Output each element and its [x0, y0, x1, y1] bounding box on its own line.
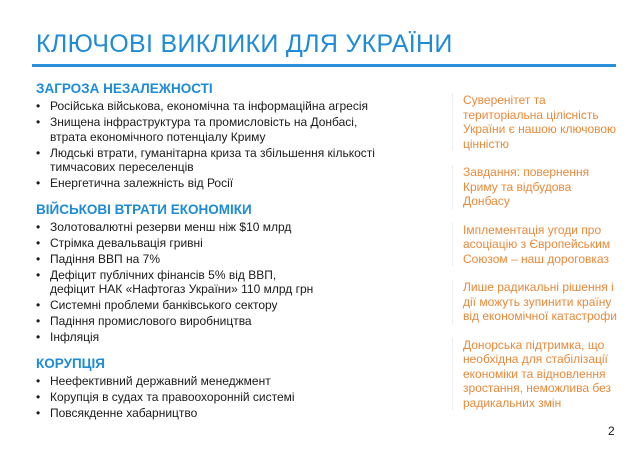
bullet-text: Падіння промислового виробництва [50, 314, 252, 328]
note-block [452, 280, 622, 324]
note-text: України є нашою ключовою [463, 122, 617, 136]
note-block [452, 93, 622, 151]
bullet-item [36, 330, 436, 345]
note-text: Донорська підтримка, що [463, 337, 605, 352]
bullet-item [36, 390, 436, 405]
bullet-item [36, 406, 436, 421]
note-text: територіальна цілісність [463, 107, 599, 122]
bullet-text: Корупція в судах та правоохоронній системі [50, 389, 295, 404]
bullet-item [36, 374, 436, 389]
note-text: Суверенітет та [463, 93, 546, 107]
bullet-text: Знищена інфраструктура та промисловість на Донбасі, [50, 115, 358, 129]
bullet-text: дефіцит НАК «Нафтогаз України» 110 млрд грн [50, 282, 314, 296]
bullet-icon: • [36, 235, 41, 250]
note-text: Криму та відбудова [463, 179, 572, 194]
bullet-item [36, 252, 436, 267]
slide-title: КЛЮЧОВІ ВИКЛИКИ ДЛЯ УКРАЇНИ [36, 30, 453, 58]
note-text: дії можуть зупинити країну [463, 294, 612, 309]
bullet-item [36, 176, 436, 191]
note-text: необхідна для стабілізації [463, 352, 608, 366]
section-heading: ЗАГРОЗА НЕЗАЛЕЖНОСТІ [36, 81, 213, 96]
bullet-item [36, 314, 436, 329]
section-heading: ВІЙСЬКОВІ ВТРАТИ ЕКОНОМІКИ [36, 201, 252, 217]
note-text: зростання, неможлива без [463, 381, 612, 395]
bullet-text: Інфляція [50, 330, 100, 344]
note-text: економіки та відновлення [463, 366, 606, 381]
section-heading: КОРУПЦІЯ [36, 355, 105, 371]
note-text: Союзом – наш дороговказ [463, 251, 609, 266]
bullet-icon: • [36, 298, 41, 312]
bullet-list [36, 99, 436, 191]
bullet-icon: • [36, 176, 41, 190]
bullet-icon: • [36, 251, 41, 266]
note-text: Імплементація угоди про [463, 222, 602, 237]
note-text: радикальних змін [463, 395, 562, 410]
bullet-text: Золотовалютні резерви менш ніж $10 млрд [50, 219, 292, 234]
bullet-text: Стрімка девальвація гривні [50, 235, 203, 250]
bullet-text: Неефективний державний менеджмент [50, 373, 271, 388]
page-number: 2 [608, 424, 615, 438]
bullet-icon: • [36, 314, 41, 328]
bullet-text: Дефіцит публічних фінансів 5% від ВВП, [50, 267, 277, 282]
bullet-icon: • [36, 389, 41, 404]
note-text: Лише радикальні рішення і [463, 280, 614, 294]
bullet-icon: • [36, 145, 41, 160]
bullet-icon: • [36, 115, 41, 129]
bullet-icon: • [36, 405, 41, 420]
bullet-item [36, 220, 436, 235]
bullet-item [36, 146, 436, 175]
notes-column [452, 93, 622, 424]
section-independence-threat [36, 80, 436, 191]
note-block [452, 165, 622, 209]
bullet-text: Падіння ВВП на 7% [50, 251, 160, 266]
bullet-text: втрата економічного потенціалу Криму [50, 129, 266, 144]
bullet-item [36, 115, 436, 144]
bullet-icon: • [36, 267, 41, 282]
bullet-icon: • [36, 330, 41, 344]
bullet-icon: • [36, 373, 41, 388]
bullet-list [36, 220, 436, 345]
note-block [452, 223, 622, 267]
challenges-column [36, 80, 436, 430]
bullet-item [36, 268, 436, 297]
note-block [452, 338, 622, 411]
bullet-text: Системні проблеми банківського сектору [50, 298, 278, 312]
note-text: цінністю [463, 136, 509, 151]
note-text: асоціацію з Європейським [463, 237, 611, 251]
bullet-item [36, 298, 436, 313]
bullet-item [36, 236, 436, 251]
title-divider [32, 64, 616, 67]
bullet-item [36, 99, 436, 114]
bullet-text: Людські втрати, гуманітарна криза та збільшення кількості [50, 145, 375, 160]
section-military-economic-losses [36, 201, 436, 345]
section-corruption [36, 355, 436, 421]
note-text: Завдання: повернення [463, 165, 590, 179]
bullet-text: тимчасових переселенців [50, 160, 194, 174]
bullet-text: Повсякденне хабарництво [50, 405, 198, 420]
note-text: від економічної катастрофи [463, 309, 617, 323]
bullet-text: Російська військова, економічна та інформаційна агресія [50, 99, 369, 113]
bullet-text: Енергетична залежність від Росії [50, 176, 234, 190]
bullet-icon: • [36, 99, 41, 113]
bullet-icon: • [36, 219, 41, 234]
note-text: Донбасу [463, 194, 510, 208]
bullet-list [36, 374, 436, 421]
